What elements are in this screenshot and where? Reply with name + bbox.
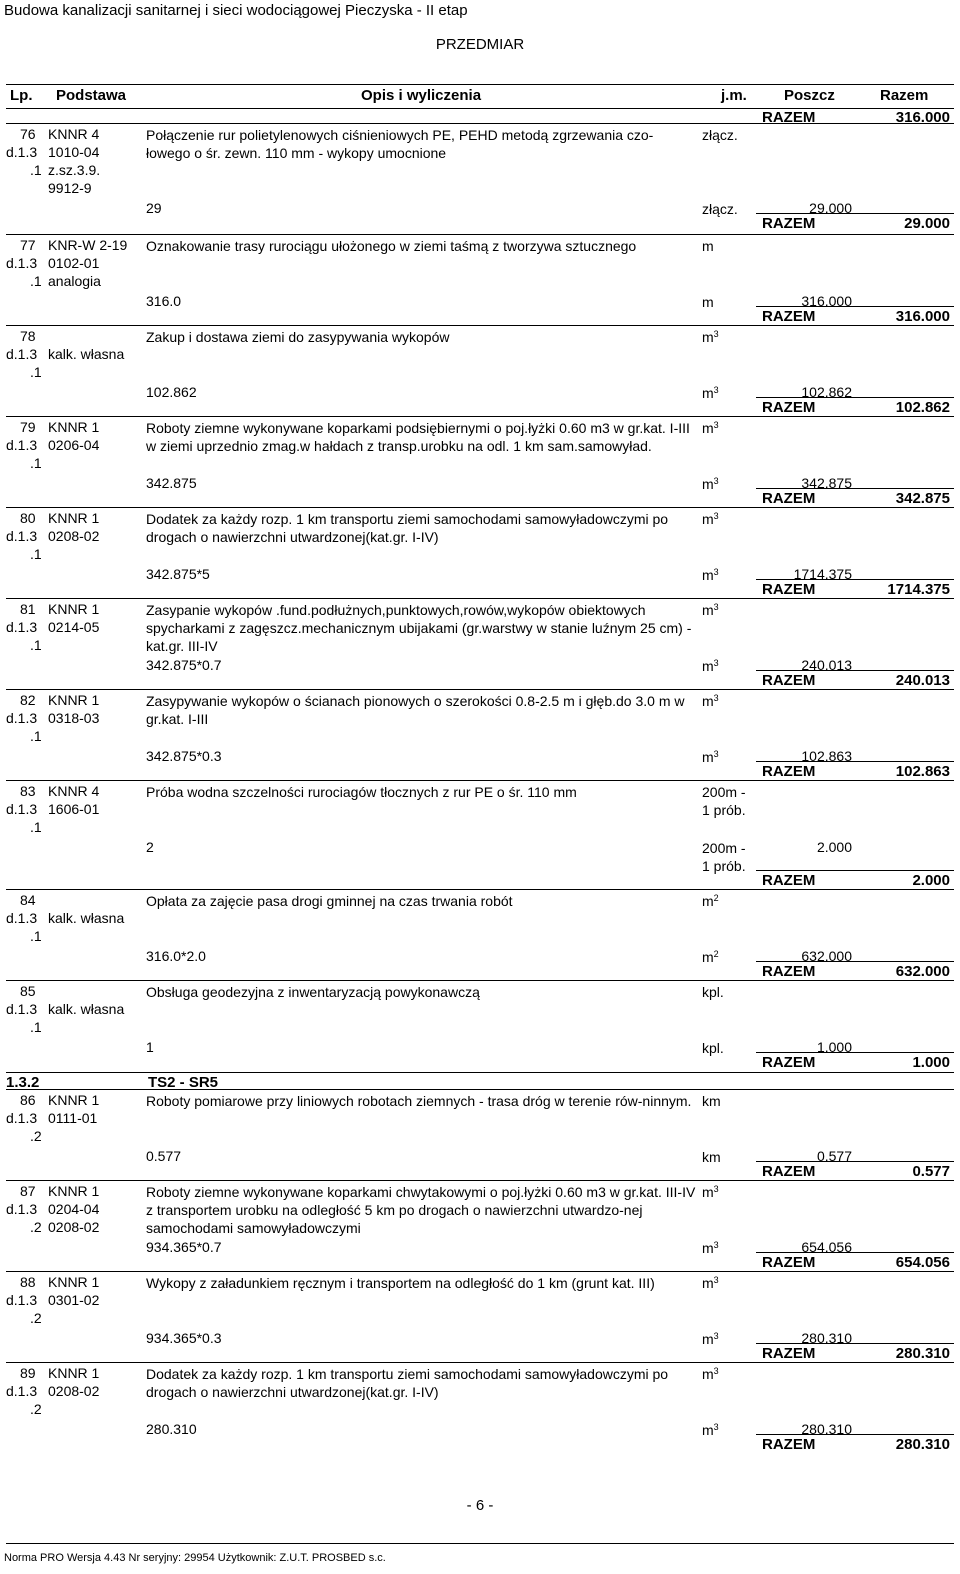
item-lp: .1 — [30, 455, 42, 471]
row-divider — [6, 889, 954, 890]
calc-unit-sup: 2 — [713, 949, 719, 959]
item-razem — [6, 761, 954, 779]
razem-value: 240.013 — [895, 672, 950, 689]
unit-text: m — [702, 420, 714, 436]
calc-unit-text: m — [702, 385, 714, 401]
calc-unit-sup: 3 — [713, 658, 719, 668]
calc-unit-text: m — [702, 658, 714, 674]
item-lp: .1 — [30, 546, 42, 562]
razem-value: 280.310 — [895, 1345, 950, 1362]
item-lp: d.1.3 — [6, 710, 38, 726]
item-poszcz: 240.013 — [801, 657, 852, 673]
item-calc: 934.365*0.7 — [146, 1239, 222, 1255]
razem-label: RAZEM — [762, 1254, 816, 1271]
item-row — [6, 1362, 954, 1456]
item-lp: .1 — [30, 928, 42, 944]
item-calc: 0.577 — [146, 1148, 182, 1164]
calc-unit-text: m — [702, 1422, 714, 1438]
item-basis: 1606-01 — [48, 801, 100, 817]
unit-text: m — [702, 1184, 714, 1200]
razem-label: RAZEM — [762, 1436, 816, 1453]
item-basis: 0318-03 — [48, 710, 100, 726]
item-lp: d.1.3 — [6, 1110, 38, 1126]
unit-text: m — [702, 1275, 714, 1291]
item-poszcz: 316.000 — [801, 293, 852, 309]
item-lp: d.1.3 — [6, 619, 38, 635]
item-unit — [702, 237, 752, 255]
razem-value: 2.000 — [912, 872, 950, 889]
item-description: Zasypywanie wykopów o ścianach pionowych o szerokości 0.8-2.5 m i głęb.do 3.0 m w gr.kat. I-III — [146, 693, 685, 727]
calc-unit-text: 200m - 1 prób. — [702, 840, 746, 874]
item-lp: 77 — [20, 237, 36, 253]
item-lp: d.1.3 — [6, 144, 38, 160]
item-poszcz: 1714.375 — [793, 566, 852, 582]
razem-divider — [756, 1434, 954, 1435]
razem-value: 0.577 — [912, 1163, 950, 1180]
row-divider — [6, 689, 954, 690]
item-poszcz: 280.310 — [801, 1330, 852, 1346]
item-unit — [702, 510, 752, 528]
item-lp: .1 — [30, 162, 42, 178]
item-poszcz: 29.000 — [809, 200, 852, 216]
calc-unit-text: m — [702, 476, 714, 492]
item-razem — [6, 306, 954, 324]
unit-sup: 3 — [713, 1366, 719, 1376]
item-basis: 0208-02 — [48, 528, 100, 544]
item-calc: 342.875*5 — [146, 566, 210, 582]
razem-label: RAZEM — [762, 215, 816, 232]
item-basis: 0204-04 — [48, 1201, 100, 1217]
calc-unit-text: m — [702, 567, 714, 583]
item-row — [6, 416, 954, 510]
razem-divider — [756, 670, 954, 671]
row-divider — [6, 598, 954, 599]
item-unit — [702, 983, 752, 1001]
item-description: Roboty ziemne wykonywane koparkami podsiębiernymi o poj.łyżki 0.60 m3 w gr.kat. I-III w ziemi uprzednio zmag.w hałdach z transp.urobku na odl. 1 km sam.samowyład. — [146, 420, 690, 454]
razem-divider — [756, 579, 954, 580]
item-basis: kalk. własna — [48, 1001, 125, 1017]
calc-unit-sup: 3 — [713, 1422, 719, 1432]
item-lp: d.1.3 — [6, 801, 38, 817]
item-razem — [6, 1161, 954, 1179]
item-row — [6, 234, 954, 328]
item-lp: .1 — [30, 728, 42, 744]
col-lp: Lp. — [10, 87, 33, 104]
item-razem — [6, 670, 954, 688]
item-calc: 934.365*0.3 — [146, 1330, 222, 1346]
calc-unit-text: m — [702, 949, 714, 965]
item-basis: KNNR 1 — [48, 692, 100, 708]
razem-label: RAZEM — [762, 1345, 816, 1362]
item-razem — [6, 1252, 954, 1270]
item-poszcz: 280.310 — [801, 1421, 852, 1437]
item-razem — [6, 1343, 954, 1361]
unit-text: km — [702, 1093, 721, 1109]
item-lp: .2 — [30, 1310, 42, 1326]
item-basis: 0206-04 — [48, 437, 100, 453]
item-row — [6, 980, 954, 1074]
unit-text: m — [702, 511, 714, 527]
razem-divider — [756, 1161, 954, 1162]
item-basis: 9912-9 — [48, 180, 92, 196]
item-unit — [702, 1092, 752, 1110]
item-unit — [702, 126, 752, 144]
razem-value: 632.000 — [895, 963, 950, 980]
unit-sup: 3 — [713, 329, 719, 339]
item-basis: 1010-04 — [48, 144, 100, 160]
item-lp: 89 — [20, 1365, 36, 1381]
unit-sup: 3 — [713, 420, 719, 430]
item-basis: 0214-05 — [48, 619, 100, 635]
razem-label: RAZEM — [762, 109, 816, 126]
item-row — [6, 1271, 954, 1365]
item-lp: 78 — [20, 328, 36, 344]
razem-divider — [756, 1252, 954, 1253]
razem-divider — [756, 1052, 954, 1053]
razem-label: RAZEM — [762, 399, 816, 416]
item-description: Zakup i dostawa ziemi do zasypywania wykopów — [146, 329, 450, 345]
item-basis: KNNR 1 — [48, 1274, 100, 1290]
calc-unit-text: kpl. — [702, 1040, 724, 1056]
item-razem — [6, 579, 954, 597]
row-divider — [6, 1180, 954, 1181]
item-basis: 0208-02 — [48, 1383, 100, 1399]
item-description: Zasypanie wykopów .fund.podłużnych,punktowych,rowów,wykopów obiektowych spycharkami z zagęszcz.mechanicznym ubijakami (gr.warstwy w stanie luźnym 25 cm) - kat.gr. III-IV — [146, 602, 692, 654]
item-unit — [702, 419, 752, 437]
item-basis: KNR-W 2-19 — [48, 237, 128, 253]
item-basis: KNNR 4 — [48, 126, 100, 142]
item-calc: 316.0 — [146, 293, 182, 309]
item-razem — [6, 961, 954, 979]
item-lp: .1 — [30, 364, 42, 380]
unit-sup: 3 — [713, 1184, 719, 1194]
item-lp: 84 — [20, 892, 36, 908]
razem-label: RAZEM — [762, 963, 816, 980]
item-lp: d.1.3 — [6, 255, 38, 271]
item-description: Roboty pomiarowe przy liniowych robotach ziemnych - trasa dróg w terenie rów-ninnym. — [146, 1093, 692, 1109]
razem-divider — [756, 961, 954, 962]
col-razem: Razem — [880, 87, 929, 104]
item-poszcz: 342.875 — [801, 475, 852, 491]
item-poszcz: 1.000 — [816, 1039, 852, 1055]
item-basis: kalk. własna — [48, 346, 125, 362]
item-basis: KNNR 1 — [48, 1183, 100, 1199]
item-description: Roboty ziemne wykonywane koparkami chwytakowymi o poj.łyżki 0.60 m3 w gr.kat. III-IV z transportem urobku na odległość 5 km po drogach o nawierzchni utwardzo-nej samochodami samowyładowczymi — [146, 1184, 696, 1236]
item-basis: KNNR 1 — [48, 419, 100, 435]
row-divider — [6, 780, 954, 781]
razem-label: RAZEM — [762, 1163, 816, 1180]
row-divider — [6, 416, 954, 417]
item-lp: 85 — [20, 983, 36, 999]
item-calc: 342.875*0.7 — [146, 657, 222, 673]
item-calc: 342.875*0.3 — [146, 748, 222, 764]
item-basis: z.sz.3.9. — [48, 162, 101, 178]
unit-sup: 3 — [713, 602, 719, 612]
row-divider — [6, 1271, 954, 1272]
calc-unit-text: m — [702, 1240, 714, 1256]
item-calc: 2 — [146, 839, 154, 855]
table-header — [6, 84, 954, 109]
item-lp: 80 — [20, 510, 36, 526]
document-subtitle: PRZEDMIAR — [435, 36, 525, 53]
calc-unit-sup: 3 — [713, 1240, 719, 1250]
razem-divider — [756, 761, 954, 762]
item-row — [6, 1180, 954, 1274]
razem-value: 316.000 — [895, 109, 950, 126]
item-row — [6, 889, 954, 983]
item-calc: 29 — [146, 200, 162, 216]
item-lp: .1 — [30, 637, 42, 653]
razem-divider — [756, 870, 954, 871]
item-poszcz: 654.056 — [801, 1239, 852, 1255]
item-unit — [702, 1274, 752, 1292]
razem-divider — [756, 397, 954, 398]
item-poszcz: 102.862 — [801, 384, 852, 400]
item-lp: 82 — [20, 692, 36, 708]
item-lp: 86 — [20, 1092, 36, 1108]
razem-value: 280.310 — [895, 1436, 950, 1453]
item-unit — [702, 692, 752, 710]
item-description: Obsługa geodezyjna z inwentaryzacją powykonawczą — [146, 984, 480, 1000]
item-lp: d.1.3 — [6, 437, 38, 453]
razem-divider — [756, 1343, 954, 1344]
item-razem — [6, 870, 954, 888]
item-lp: .1 — [30, 819, 42, 835]
calc-unit-sup: 3 — [713, 385, 719, 395]
item-lp: .2 — [30, 1128, 42, 1144]
unit-sup: 3 — [713, 511, 719, 521]
footer-text: Norma PRO Wersja 4.43 Nr seryjny: 29954 Użytkownik: Z.U.T. PROSBED s.c. — [4, 1552, 386, 1564]
item-description: Próba wodna szczelności rurociagów tłocznych z rur PE o śr. 110 mm — [146, 784, 577, 800]
item-unit — [702, 328, 752, 346]
calc-unit-text: m — [702, 1331, 714, 1347]
calc-unit-text: km — [702, 1149, 721, 1165]
item-lp: 79 — [20, 419, 36, 435]
item-razem — [6, 488, 954, 506]
razem-value: 654.056 — [895, 1254, 950, 1271]
item-lp: d.1.3 — [6, 1292, 38, 1308]
razem-label: RAZEM — [762, 1054, 816, 1071]
razem-label: RAZEM — [762, 872, 816, 889]
col-podstawa: Podstawa — [56, 87, 127, 104]
item-row — [6, 325, 954, 419]
col-opis: Opis i wyliczenia — [361, 87, 482, 104]
razem-value: 102.862 — [895, 399, 950, 416]
item-poszcz: 2.000 — [816, 839, 852, 855]
item-lp: d.1.3 — [6, 346, 38, 362]
item-calc: 342.875 — [146, 475, 197, 491]
item-basis: KNNR 1 — [48, 510, 100, 526]
item-row — [6, 507, 954, 601]
row-divider — [6, 507, 954, 508]
item-lp: .1 — [30, 1019, 42, 1035]
calc-unit-sup: 3 — [713, 476, 719, 486]
item-row — [6, 780, 954, 892]
item-description: Dodatek za każdy rozp. 1 km transportu ziemi samochodami samowyładowczymi po drogach o nawierzchni utwardzonej(kat.gr. I-IV) — [146, 511, 669, 545]
document-title: Budowa kanalizacji sanitarnej i sieci wodociągowej Pieczyska - II etap — [4, 2, 468, 19]
unit-text: 200m - 1 prób. — [702, 784, 746, 818]
item-calc: 280.310 — [146, 1421, 197, 1437]
item-description: Opłata za zajęcie pasa drogi gminnej na czas trwania robót — [146, 893, 513, 909]
item-razem — [6, 1052, 954, 1070]
item-unit — [702, 1365, 752, 1383]
page-number: - 6 - — [466, 1497, 494, 1514]
item-description: Dodatek za każdy rozp. 1 km transportu ziemi samochodami samowyładowczymi po drogach o nawierzchni utwardzonej(kat.gr. I-IV) — [146, 1366, 669, 1400]
razem-divider — [756, 213, 954, 214]
calc-unit-sup: 3 — [713, 749, 719, 759]
item-lp: d.1.3 — [6, 1001, 38, 1017]
item-basis: kalk. własna — [48, 910, 125, 926]
calc-unit-sup: 3 — [713, 567, 719, 577]
unit-text: m — [702, 893, 714, 909]
unit-sup: 3 — [713, 693, 719, 703]
razem-value: 342.875 — [895, 490, 950, 507]
item-calc: 316.0*2.0 — [146, 948, 206, 964]
item-lp: 87 — [20, 1183, 36, 1199]
razem-divider — [756, 488, 954, 489]
row-divider — [6, 1362, 954, 1363]
razem-label: RAZEM — [762, 308, 816, 325]
unit-text: kpl. — [702, 984, 724, 1000]
item-basis: 0208-02 — [48, 1219, 100, 1235]
item-description: Wykopy z załadunkiem ręcznym i transportem na odległość do 1 km (grunt kat. III) — [146, 1275, 655, 1291]
item-lp: d.1.3 — [6, 1383, 38, 1399]
unit-text: m — [702, 329, 714, 345]
row-divider — [6, 980, 954, 981]
item-basis: KNNR 1 — [48, 1365, 100, 1381]
item-basis: analogia — [48, 273, 101, 289]
item-lp: .2 — [30, 1401, 42, 1417]
unit-text: m — [702, 602, 714, 618]
item-lp: 88 — [20, 1274, 36, 1290]
calc-unit-sup: 3 — [713, 1331, 719, 1341]
item-row — [6, 1089, 954, 1183]
unit-text: m — [702, 693, 714, 709]
item-poszcz: 102.863 — [801, 748, 852, 764]
item-lp: d.1.3 — [6, 910, 38, 926]
item-calc: 102.862 — [146, 384, 197, 400]
item-razem — [6, 397, 954, 415]
razem-value: 316.000 — [895, 308, 950, 325]
item-lp: 76 — [20, 126, 36, 142]
item-razem — [6, 213, 954, 231]
razem-value: 29.000 — [904, 215, 950, 232]
razem-label: RAZEM — [762, 490, 816, 507]
calc-unit-text: złącz. — [702, 201, 738, 217]
item-lp: 81 — [20, 601, 36, 617]
razem-label: RAZEM — [762, 581, 816, 598]
item-description: Oznakowanie trasy rurociągu ułożonego w ziemi taśmą z tworzywa sztucznego — [146, 238, 637, 254]
item-unit — [702, 892, 752, 910]
row-divider — [6, 123, 954, 124]
item-basis: KNNR 1 — [48, 1092, 100, 1108]
item-basis: 0102-01 — [48, 255, 100, 271]
razem-label: RAZEM — [762, 672, 816, 689]
item-lp: d.1.3 — [6, 1201, 38, 1217]
col-poszcz: Poszcz — [784, 87, 835, 104]
razem-value: 1.000 — [912, 1054, 950, 1071]
item-razem — [6, 1434, 954, 1452]
item-lp: .2 — [30, 1219, 42, 1235]
item-description: Połączenie rur polietylenowych ciśnieniowych PE, PEHD metodą zgrzewania czo-łowego o śr. zewn. 110 mm - wykopy umocnione — [146, 127, 654, 161]
unit-text: złącz. — [702, 127, 738, 143]
item-calc: 1 — [146, 1039, 154, 1055]
calc-unit-text: m — [702, 749, 714, 765]
unit-text: m — [702, 1366, 714, 1382]
razem-value: 102.863 — [895, 763, 950, 780]
item-unit — [702, 783, 752, 819]
item-unit — [702, 601, 752, 619]
row-divider — [6, 234, 954, 235]
section-title: TS2 - SR5 — [148, 1074, 219, 1091]
col-jm: j.m. — [721, 87, 747, 104]
row-divider — [6, 325, 954, 326]
item-basis: KNNR 4 — [48, 783, 100, 799]
item-row — [6, 689, 954, 783]
razem-label: RAZEM — [762, 763, 816, 780]
item-row — [6, 598, 954, 692]
unit-text: m — [702, 238, 714, 254]
item-unit — [702, 1183, 752, 1201]
item-poszcz: 0.577 — [816, 1148, 852, 1164]
razem-divider — [756, 306, 954, 307]
item-basis: 0111-01 — [48, 1110, 98, 1126]
item-lp: .1 — [30, 273, 42, 289]
item-basis: KNNR 1 — [48, 601, 100, 617]
item-row — [6, 123, 954, 235]
calc-unit-text: m — [702, 294, 714, 310]
item-lp: d.1.3 — [6, 528, 38, 544]
item-lp: 83 — [20, 783, 36, 799]
unit-sup: 2 — [713, 893, 719, 903]
razem-value: 1714.375 — [887, 581, 950, 598]
footer-divider — [6, 1543, 954, 1544]
item-poszcz: 632.000 — [801, 948, 852, 964]
unit-sup: 3 — [713, 1275, 719, 1285]
item-basis: 0301-02 — [48, 1292, 100, 1308]
section-code: 1.3.2 — [6, 1074, 40, 1091]
